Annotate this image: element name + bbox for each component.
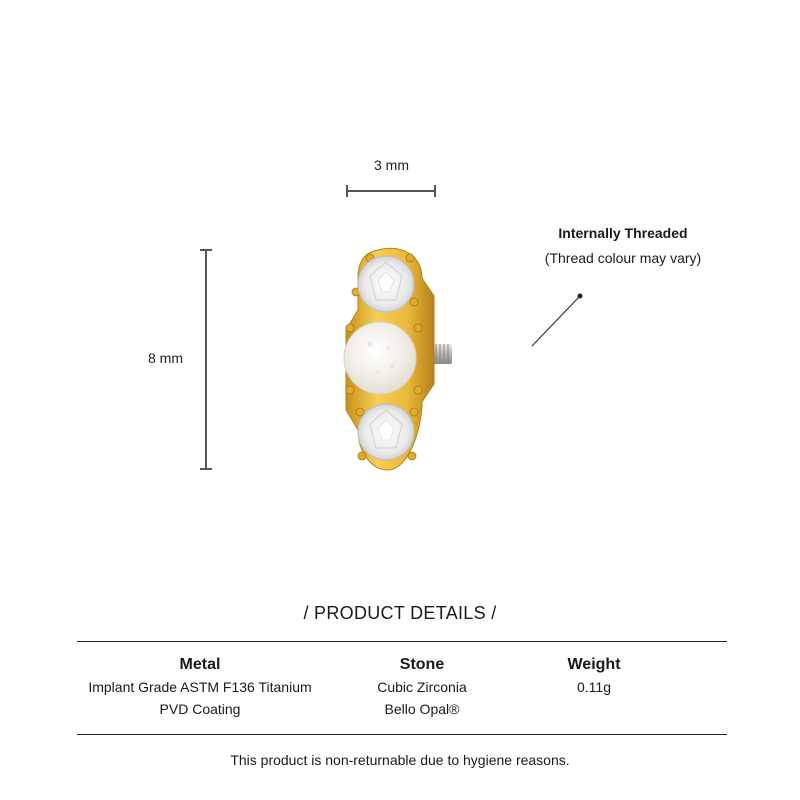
metal-line-1: Implant Grade ASTM F136 Titanium <box>88 679 312 695</box>
stone-line-1: Cubic Zirconia <box>377 679 467 695</box>
product-image <box>330 240 470 480</box>
metal-column <box>70 656 330 720</box>
threaded-post <box>432 344 452 364</box>
weight-heading: Weight <box>567 656 621 673</box>
thread-note-subtitle: (Thread colour may vary) <box>544 250 702 266</box>
thread-pointer-line <box>528 290 588 350</box>
return-policy-note: This product is non-returnable due to hygiene reasons. <box>230 752 570 768</box>
stone-heading: Stone <box>399 656 445 673</box>
height-dimension-tick-bottom <box>200 468 212 470</box>
top-cz-stone <box>358 256 414 312</box>
height-dimension-line <box>205 249 207 470</box>
details-bottom-rule <box>77 734 727 735</box>
width-dimension-line <box>346 190 436 192</box>
metal-line-2: PVD Coating <box>159 701 241 717</box>
opal-stone <box>344 322 416 394</box>
thread-note-title: Internally Threaded <box>558 225 688 241</box>
details-top-rule <box>77 641 727 642</box>
bottom-cz-stone <box>358 404 414 460</box>
width-dimension-label: 3 mm <box>374 157 409 173</box>
width-dimension-tick-left <box>346 185 348 197</box>
product-details-title: / PRODUCT DETAILS / <box>303 603 497 623</box>
height-dimension-tick-top <box>200 249 212 251</box>
stone-column <box>322 656 522 720</box>
weight-line-1: 0.11g <box>577 679 611 695</box>
stone-line-2: Bello Opal® <box>384 701 460 717</box>
weight-column <box>534 656 654 698</box>
width-dimension-tick-right <box>434 185 436 197</box>
metal-heading: Metal <box>179 656 221 673</box>
height-dimension-label: 8 mm <box>148 350 183 366</box>
